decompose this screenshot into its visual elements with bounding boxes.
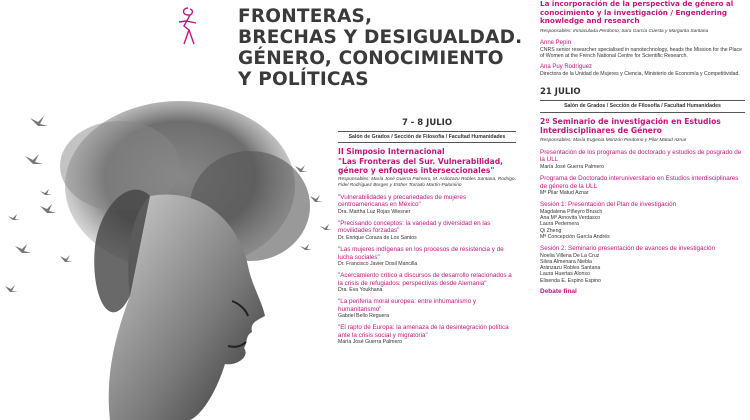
program-person: Mª Pilar Matud Aznar — [540, 189, 589, 196]
bio-name: Ana Puy Rodríguez — [540, 63, 593, 70]
participant-name: Ana Mª Arnovita Verdasco — [540, 214, 601, 221]
talk-title: "Precisando conceptos: la variedad y diversidad en las movilidades forzadas" — [338, 220, 491, 235]
talk-speaker: María José Guerra Palmero — [338, 339, 403, 346]
participant-name: Qi Zheng — [540, 227, 562, 234]
list-item — [540, 149, 745, 170]
title-line: FRONTERAS, — [238, 6, 373, 27]
participant-name: Aránzazu Robles Santana — [540, 265, 601, 272]
program-column-july-7-8 — [338, 120, 516, 346]
session-title: Sesión 1: Presentación del Plan de investigación — [540, 201, 677, 209]
list-item — [338, 298, 516, 319]
list-item — [338, 194, 516, 215]
event-responsables: Responsables: María José Guerra Palmero, M. Aránzazu Robles Santana, Rodrigo, Fidel Rodríguez Borges y Esther Torrado Martín-Palomino — [338, 177, 516, 189]
bio-text: Directora de la Unidad de Mujeres y Ciencia, Ministerio de Economía y Competitividad. — [540, 70, 740, 77]
list-item — [338, 324, 516, 345]
event-title — [338, 147, 516, 175]
talk-speaker: Dr. Francisco Javier Dosil Mancilla — [338, 260, 418, 267]
list-item — [338, 246, 516, 267]
list-item — [338, 272, 516, 293]
list-item — [540, 175, 745, 196]
participant-name: Laura Huertas Alonso — [540, 271, 590, 278]
page-title — [238, 6, 528, 90]
talk-title: "Acercamiento crítico a discursos de desarrollo relacionados a la crisis de refugiados: perspectivas desde Alemania" — [338, 272, 512, 287]
talk-speaker: Dra. Martha Luz Rojas Wiesner — [338, 208, 411, 215]
talk-title: "Las mujeres indígenas en los procesos de resistencia y de lucha sociales" — [338, 246, 504, 261]
session-title: Sesión 2: Seminario presentación de avances de investigación — [540, 245, 716, 253]
title-line: GÉNERO, CONOCIMIENTO — [238, 48, 504, 69]
event-title-line: "Las Fronteras del Sur. Vulnerabilidad, género y enfoques interseccionales" — [338, 156, 504, 175]
participant-name: Noelia Villena De La Cruz — [540, 252, 600, 259]
program-person: María José Guerra Palmero — [540, 163, 605, 170]
seminar-title: 2º Seminario de investigación en Estudios Interdisciplinares de Género — [540, 116, 721, 135]
bio-text: CNRS senior researcher specialised in nanotechnology, heads the Mission for the Place of Women at the French National Centre for Scientific Research. — [540, 46, 743, 59]
session-block — [540, 201, 745, 240]
participant-name: Silvia Almenara Niebla — [540, 258, 592, 265]
session-names — [540, 209, 745, 240]
stylized-figure-icon — [176, 6, 200, 46]
talk-title: "La periferia moral europea: entre inhumanismo y humanitarismo" — [338, 298, 477, 313]
session-block — [540, 245, 745, 284]
talk-title: "El rapto de Europa: la amenaza de la desintegración política ante la crisis social y migratoria" — [338, 324, 509, 339]
talk-title: "Vulnerabilidades y precariedades de mujeres centroamericanas en México" — [338, 193, 467, 209]
talk-speaker: Gabriel Bello Reguera — [338, 313, 390, 320]
program-column-right — [540, 0, 745, 295]
title-line: Y POLÍTICAS — [238, 69, 369, 90]
face-tree-artwork — [0, 96, 335, 420]
event-title-line: II Simposio Internacional — [338, 147, 445, 157]
program-title: Programa de Doctorado interuniversitario en Estudios interdisciplinares de género de la ULL — [540, 175, 739, 190]
title-line: BRECHAS Y DESIGUALDAD. — [238, 27, 523, 48]
program-title: Presentación de los programas de doctorado y estudios de posgrado de la ULL — [540, 148, 742, 164]
participant-name: Elisenda E. Espino Espino — [540, 277, 601, 284]
event-venue: Salón de Grados / Sección de Filosofía / Facultad Humanidades — [338, 131, 516, 143]
event-venue: Salón de Grados / Sección de Filosofía / Facultad Humanidades — [540, 100, 745, 112]
participant-name: Mª Concepción García Andrés — [540, 233, 610, 240]
event-date: 7 - 8 JULIO — [401, 118, 453, 128]
workshop-title: La incorporación de la perspectiva de género al conocimiento y la investigación / Engendering knowledge and research — [540, 0, 734, 26]
participant-name: Laura Pedernera — [540, 221, 579, 228]
seminar-responsables: Responsables: María Eugenia Monzón Perdomo y Pilar Matud Aznar — [540, 138, 687, 144]
talk-speaker: Dra. Eva Youkhana — [338, 287, 383, 294]
final-debate: Debate final — [540, 287, 577, 295]
session-names — [540, 253, 745, 284]
workshop-responsables: Responsables: Inmaculada Perdomo, Sara García Cuesta y Margarita Santana — [540, 28, 709, 34]
list-item — [338, 220, 516, 241]
bio-name: Anne Pepin — [540, 39, 572, 46]
talk-speaker: Dr. Enrique Coraza de Los Santos — [338, 234, 417, 241]
event-date: 21 JULIO — [540, 87, 581, 98]
participant-name: Magdalena Piñeyro Brusch — [540, 208, 603, 215]
